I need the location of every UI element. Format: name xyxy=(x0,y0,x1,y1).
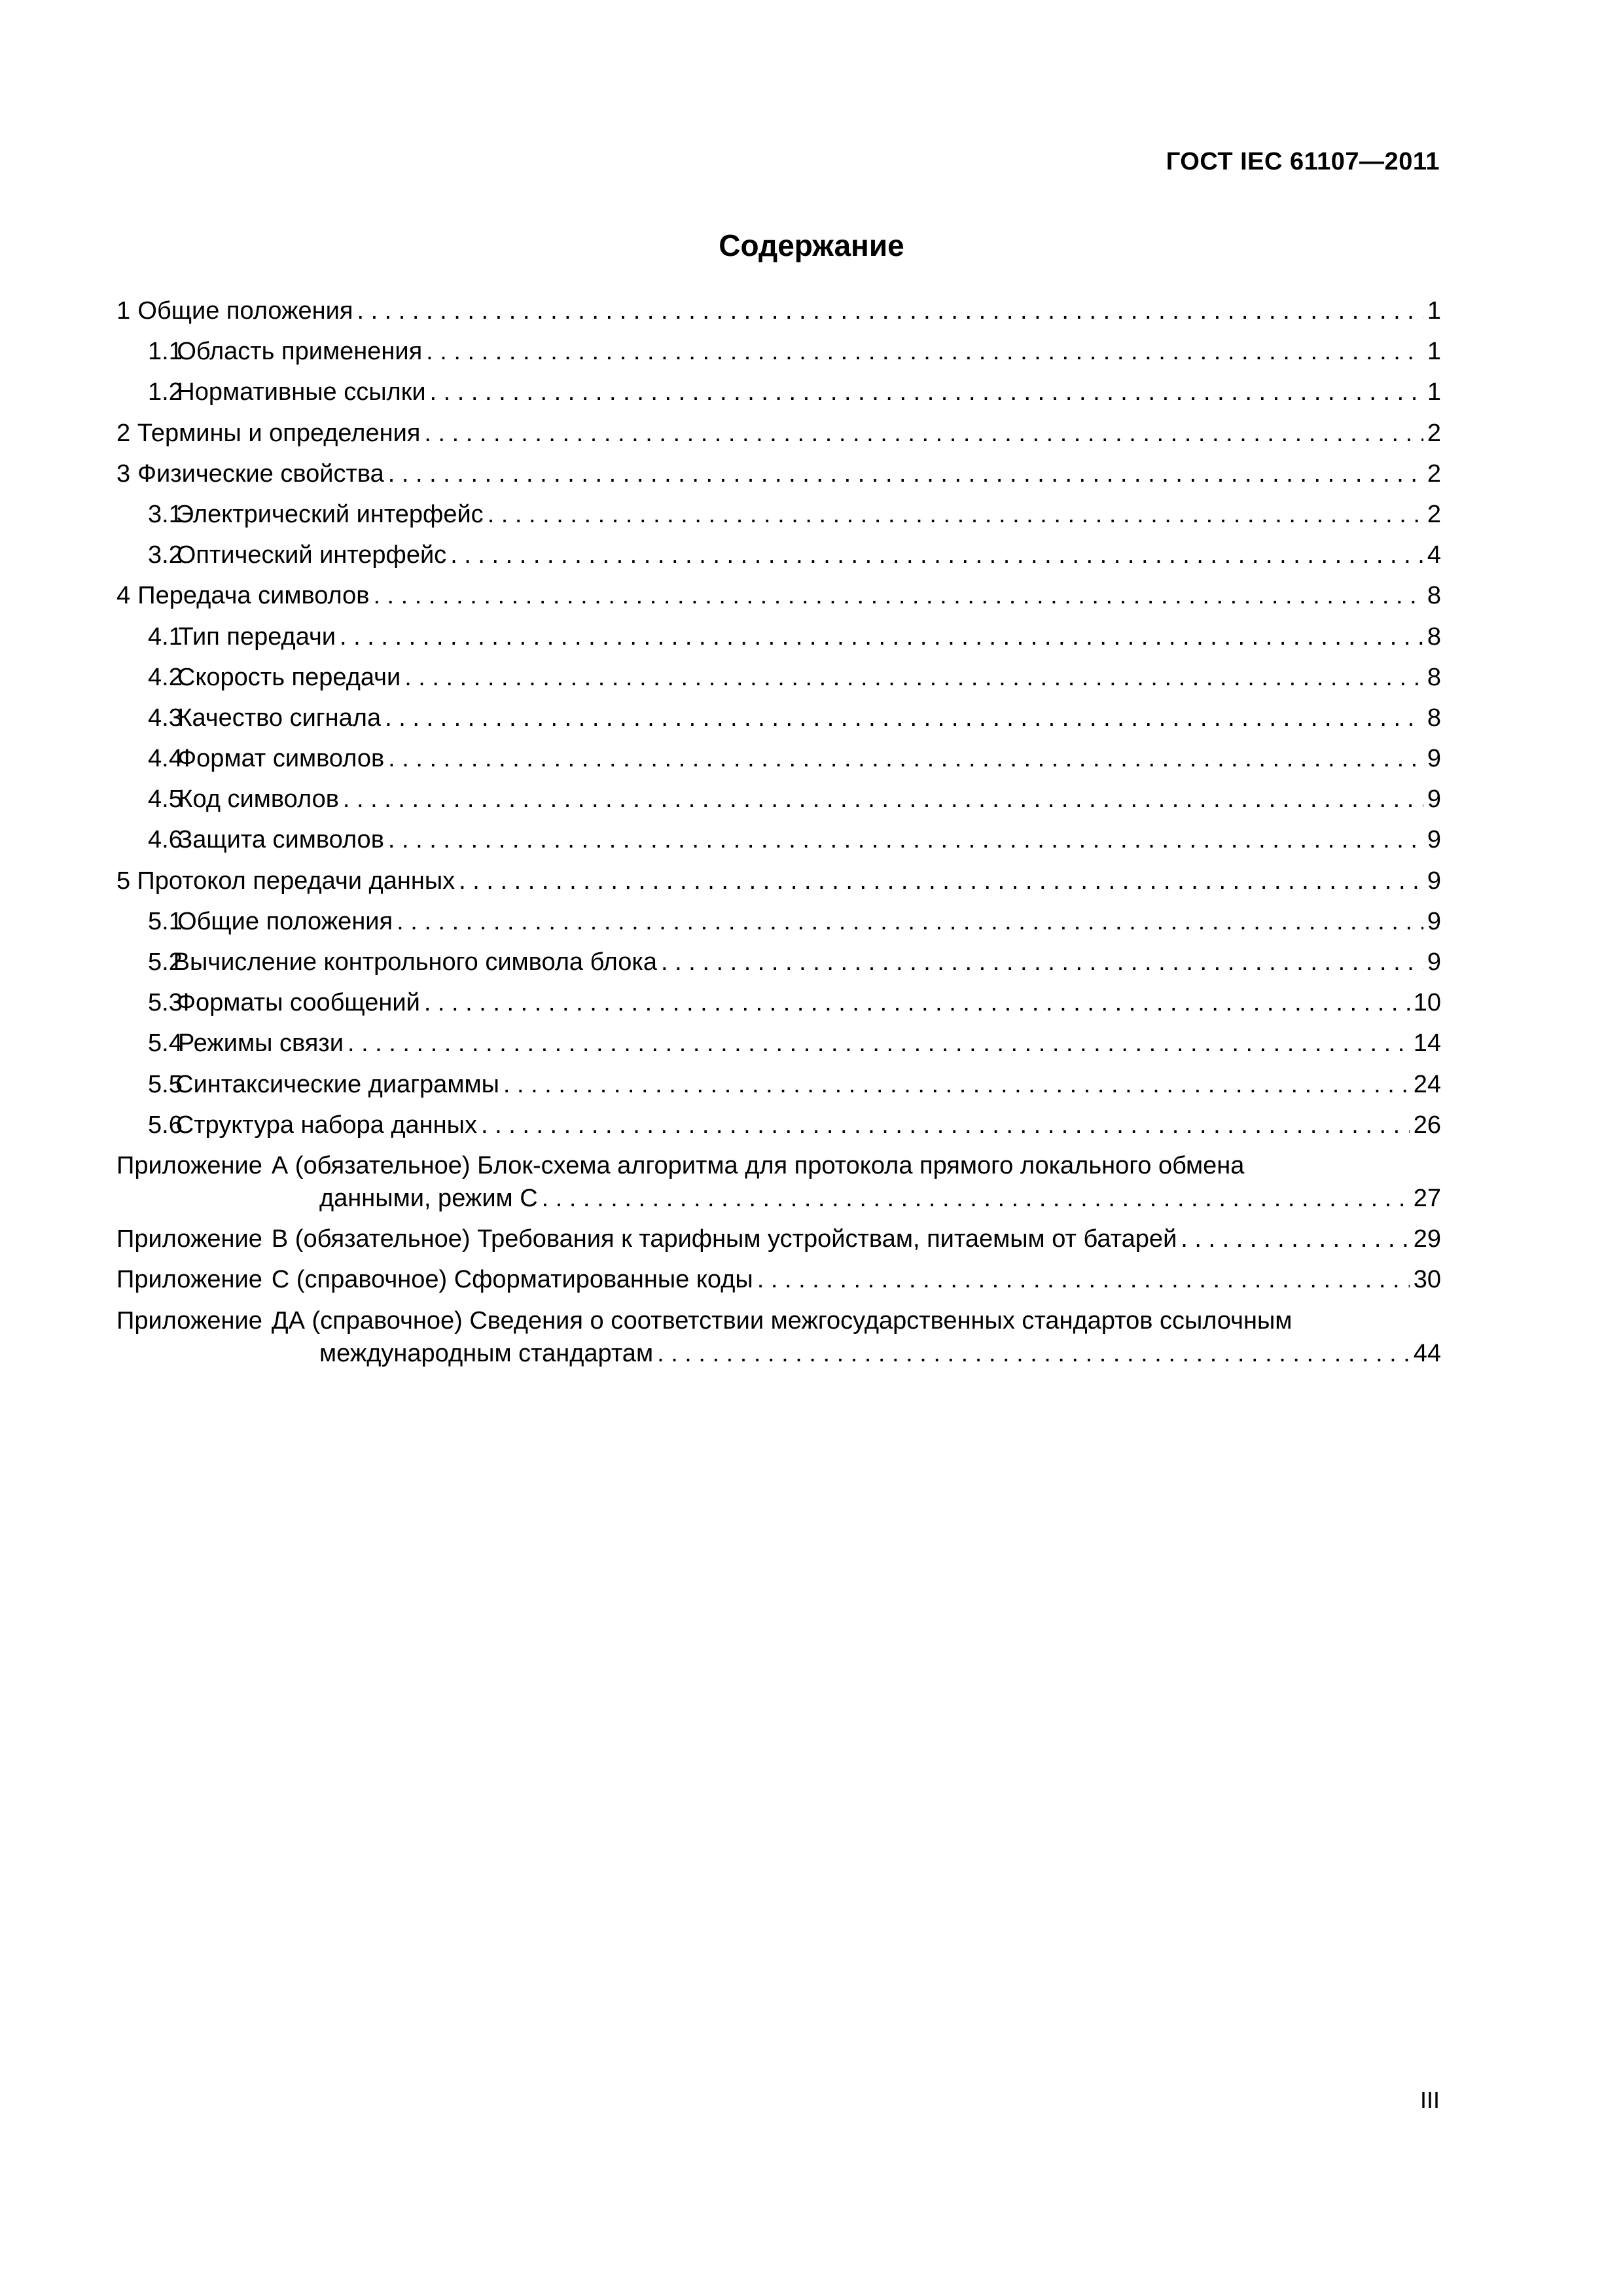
toc-leader-dots xyxy=(481,1111,1410,1139)
toc-entry-label: Вычисление контрольного символа блока xyxy=(173,948,657,976)
toc-entry-label: Общие положения xyxy=(177,907,393,935)
toc-entry-4-5[interactable] xyxy=(116,785,1441,826)
toc-appendix-title: А (обязательное) Блок-схема алгоритма для протокола прямого локального обмена xyxy=(271,1151,1245,1179)
toc-leader-dots xyxy=(426,338,1423,366)
toc-entry-3-2[interactable] xyxy=(116,541,1441,582)
toc-appendix-prefix: Приложение xyxy=(116,1306,262,1335)
toc-entry-label: Формат символов xyxy=(177,745,385,773)
toc-appendix-prefix: Приложение xyxy=(116,1266,262,1294)
toc-leader-dots xyxy=(657,1340,1410,1368)
toc-entry-number: 4.4 xyxy=(148,745,183,773)
toc-leader-dots xyxy=(459,867,1423,895)
toc-leader-dots xyxy=(430,378,1423,406)
toc-entry-number: 3.2 xyxy=(148,541,183,569)
toc-entry-number: 5.1 xyxy=(148,907,183,935)
toc-appendix-line xyxy=(116,1307,1441,1340)
toc-appendix-prefix: Приложение xyxy=(116,1225,262,1253)
toc-entry-number: 5.6 xyxy=(148,1111,183,1139)
toc-appendix-title: В (обязательное) Требования к тарифным устройствам, питаемым от батарей xyxy=(271,1225,1177,1253)
toc-leader-dots xyxy=(343,785,1423,814)
toc-entry-page: 8 xyxy=(1427,622,1441,651)
document-code-header: ГОСТ IEC 61107—2011 xyxy=(1166,148,1440,175)
toc-entry-page: 8 xyxy=(1427,582,1441,610)
toc-leader-dots xyxy=(488,501,1423,529)
toc-entry-number: 4.3 xyxy=(148,704,183,732)
toc-appendix-line xyxy=(116,1340,1441,1380)
toc-entry-5-1[interactable] xyxy=(116,908,1441,948)
toc-entry-label: Структура набора данных xyxy=(175,1111,477,1139)
toc-entry-label: Передача символов xyxy=(137,582,370,610)
toc-entry-number: 3.1 xyxy=(148,500,183,528)
toc-entry-label: Режимы связи xyxy=(177,1030,344,1058)
toc-entry-page: 9 xyxy=(1427,826,1441,854)
toc-leader-dots xyxy=(388,826,1423,854)
toc-leader-dots xyxy=(757,1266,1410,1294)
toc-entry-label: Оптический интерфейс xyxy=(176,541,447,569)
toc-entry-number: 4.1 xyxy=(148,622,183,651)
toc-entry-page: 9 xyxy=(1427,745,1441,773)
toc-appendix-line xyxy=(116,1185,1441,1225)
toc-entry-5-4[interactable] xyxy=(116,1030,1441,1070)
toc-entry-4-2[interactable] xyxy=(116,664,1441,704)
toc-appendix-a[interactable] xyxy=(116,1152,1441,1225)
toc-entry-number: 3 xyxy=(116,459,131,488)
toc-appendix-title: С (справочное) Сформатированные коды xyxy=(271,1266,753,1294)
toc-entry-label: Область применения xyxy=(177,338,423,366)
toc-entry-page: 26 xyxy=(1413,1111,1441,1139)
toc-appendix-title-continued: международным стандартам xyxy=(319,1339,654,1367)
toc-entry-label: Общие положения xyxy=(137,297,353,325)
toc-entry-number: 4.5 xyxy=(148,785,183,814)
toc-leader-dots xyxy=(450,541,1423,569)
toc-leader-dots xyxy=(373,582,1423,610)
toc-entry-5-3[interactable] xyxy=(116,989,1441,1030)
toc-entry-page: 2 xyxy=(1427,500,1441,528)
toc-entry-4[interactable] xyxy=(116,582,1441,622)
toc-entry-number: 1 xyxy=(116,297,131,325)
toc-entry-3[interactable] xyxy=(116,460,1441,501)
toc-entry-label: Качество сигнала xyxy=(177,704,382,732)
toc-entry-number: 5 xyxy=(116,867,131,895)
toc-entry-label: Форматы сообщений xyxy=(177,989,420,1017)
toc-entry-5-5[interactable] xyxy=(116,1071,1441,1111)
toc-entry-4-6[interactable] xyxy=(116,826,1441,867)
toc-entry-label: Термины и определения xyxy=(137,419,421,447)
toc-entry-label: Скорость передачи xyxy=(177,663,401,691)
toc-entry-page: 1 xyxy=(1427,297,1441,325)
toc-leader-dots xyxy=(385,704,1423,732)
toc-leader-dots xyxy=(348,1030,1410,1058)
toc-entry-number: 5.2 xyxy=(148,948,183,976)
toc-leader-dots xyxy=(340,623,1423,651)
toc-leader-dots xyxy=(661,948,1423,977)
toc-entry-page: 27 xyxy=(1413,1184,1441,1212)
toc-entry-page: 9 xyxy=(1427,948,1441,976)
toc-entry-page: 4 xyxy=(1427,541,1441,569)
toc-entry-page: 29 xyxy=(1413,1225,1441,1253)
toc-entry-page: 8 xyxy=(1427,704,1441,732)
toc-leader-dots xyxy=(388,460,1423,488)
toc-entry-page: 9 xyxy=(1427,785,1441,814)
toc-appendix-da[interactable] xyxy=(116,1307,1441,1380)
toc-entry-number: 5.5 xyxy=(148,1070,183,1098)
toc-entry-5[interactable] xyxy=(116,867,1441,908)
toc-leader-dots xyxy=(424,420,1423,448)
toc-leader-dots xyxy=(1181,1225,1409,1253)
toc-title: Содержание xyxy=(719,228,904,262)
toc-entry-label: Синтаксические диаграммы xyxy=(175,1070,499,1098)
toc-entry-page: 2 xyxy=(1427,419,1441,447)
toc-appendix-b[interactable] xyxy=(116,1225,1441,1266)
toc-entry-page: 9 xyxy=(1427,907,1441,935)
toc-entry-page: 14 xyxy=(1413,1030,1441,1058)
toc-entry-number: 4 xyxy=(116,582,131,610)
page-number: III xyxy=(1419,2087,1440,2113)
toc-entry-number: 1.2 xyxy=(148,378,183,406)
toc-leader-dots xyxy=(424,989,1410,1017)
toc-entry-1-2[interactable] xyxy=(116,378,1441,419)
toc-entry-4-4[interactable] xyxy=(116,745,1441,785)
toc-entry-4-1[interactable] xyxy=(116,623,1441,664)
toc-entry-label: Нормативные ссылки xyxy=(177,378,426,406)
toc-entry-page: 9 xyxy=(1427,867,1441,895)
toc-entry-page: 24 xyxy=(1413,1070,1441,1098)
toc-entry-number: 4.2 xyxy=(148,663,183,691)
toc-leader-dots xyxy=(503,1071,1410,1099)
toc-entry-label: Физические свойства xyxy=(137,459,384,488)
toc-entry-label: Электрический интерфейс xyxy=(175,500,484,528)
toc-entry-5-2[interactable] xyxy=(116,948,1441,989)
toc-entry-page: 8 xyxy=(1427,663,1441,691)
toc-leader-dots xyxy=(397,908,1423,936)
table-of-contents xyxy=(116,297,1441,1380)
toc-entry-label: Тип передачи xyxy=(178,622,336,651)
toc-entry-page: 10 xyxy=(1413,989,1441,1017)
toc-entry-page: 1 xyxy=(1427,378,1441,406)
toc-entry-number: 2 xyxy=(116,419,131,447)
toc-entry-number: 5.3 xyxy=(148,989,183,1017)
toc-appendix-prefix: Приложение xyxy=(116,1151,262,1179)
toc-entry-2[interactable] xyxy=(116,420,1441,460)
toc-entry-1-1[interactable] xyxy=(116,338,1441,378)
toc-entry-5-6[interactable] xyxy=(116,1111,1441,1152)
toc-entry-label: Протокол передачи данных xyxy=(137,867,455,895)
toc-appendix-line xyxy=(116,1152,1441,1185)
toc-entry-page: 2 xyxy=(1427,459,1441,488)
toc-entry-page: 44 xyxy=(1413,1339,1441,1367)
toc-entry-number: 4.6 xyxy=(148,826,183,854)
toc-entry-page: 1 xyxy=(1427,338,1441,366)
toc-entry-page: 30 xyxy=(1413,1266,1441,1294)
toc-appendix-title: ДА (справочное) Сведения о соответствии межгосударственных стандартов ссылочным xyxy=(271,1306,1293,1335)
toc-entry-number: 1.1 xyxy=(148,338,183,366)
toc-entry-4-3[interactable] xyxy=(116,704,1441,745)
toc-leader-dots xyxy=(542,1185,1410,1213)
toc-leader-dots xyxy=(404,664,1423,692)
toc-entry-number: 5.4 xyxy=(148,1030,183,1058)
toc-entry-label: Защита символов xyxy=(177,826,384,854)
toc-entry-label: Код символов xyxy=(178,785,339,814)
toc-leader-dots xyxy=(357,297,1423,325)
toc-leader-dots xyxy=(388,745,1423,773)
toc-appendix-title-continued: данными, режим С xyxy=(319,1184,538,1212)
toc-entry-3-1[interactable] xyxy=(116,501,1441,541)
toc-appendix-c[interactable] xyxy=(116,1266,1441,1306)
toc-entry-1[interactable] xyxy=(116,297,1441,338)
